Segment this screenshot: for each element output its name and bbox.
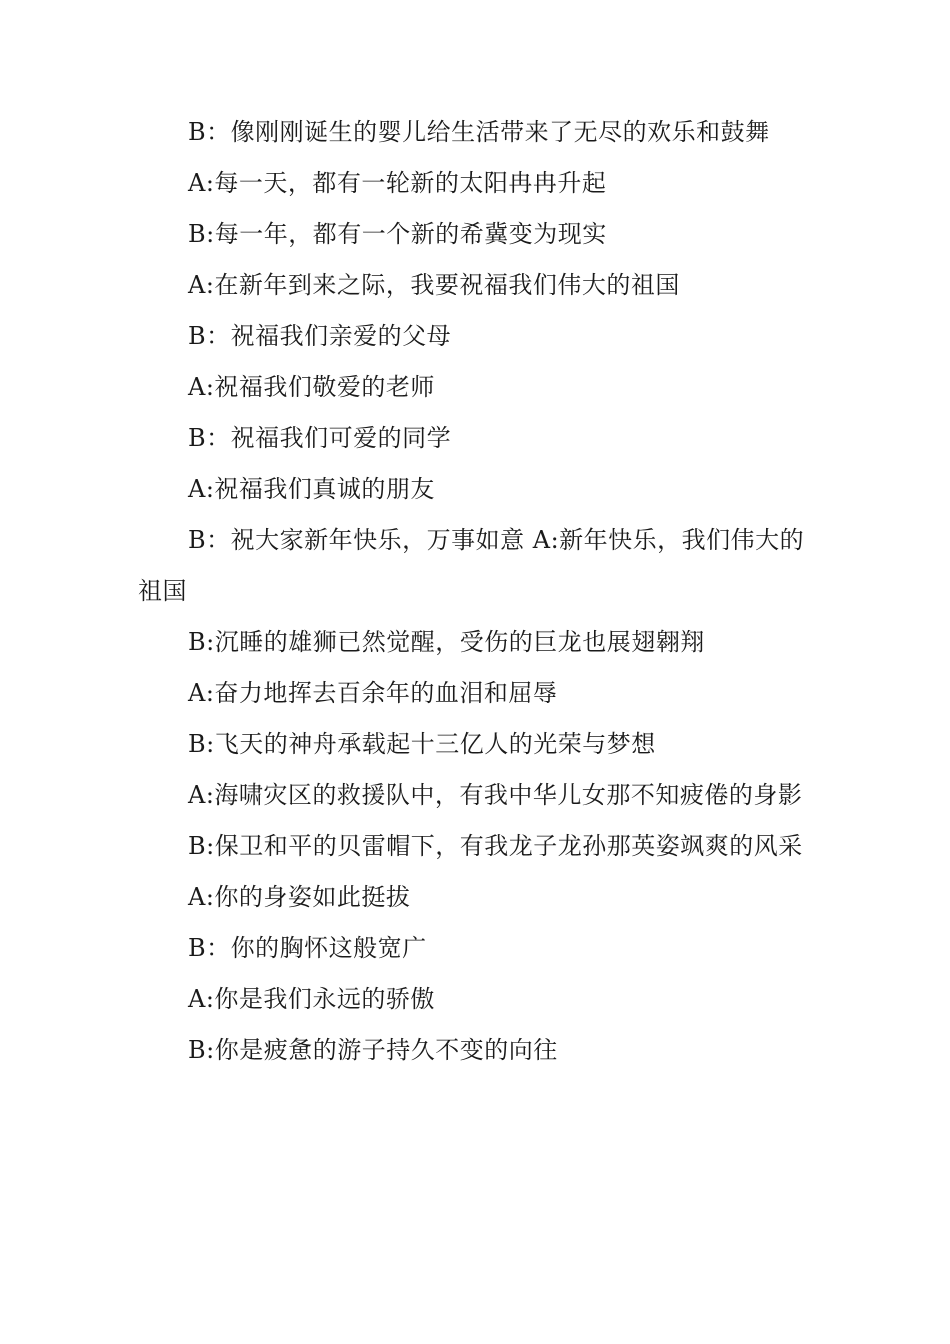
dialogue-line: B:沉睡的雄狮已然觉醒，受伤的巨龙也展翅翱翔 [188,628,705,656]
dialogue-line: B:保卫和平的贝雷帽下，有我龙子龙孙那英姿飒爽的风采 [188,832,803,860]
dialogue-line: B：祝大家新年快乐，万事如意 A:新年快乐，我们伟大的祖国 [138,526,805,605]
dialogue-line: A:你是我们永远的骄傲 [188,985,435,1013]
dialogue-line: B:飞天的神舟承载起十三亿人的光荣与梦想 [188,730,656,758]
dialogue-line: A:祝福我们敬爱的老师 [188,373,435,401]
dialogue-line: B：祝福我们亲爱的父母 [188,322,452,350]
dialogue-line: A:在新年到来之际，我要祝福我们伟大的祖国 [188,271,680,299]
dialogue-text [138,107,810,1076]
dialogue-line: B：你的胸怀这般宽广 [188,934,427,962]
dialogue-line: A:海啸灾区的救援队中，有我中华儿女那不知疲倦的身影 [188,781,803,809]
dialogue-line: A:奋力地挥去百余年的血泪和屈辱 [188,679,558,707]
dialogue-line: B:每一年，都有一个新的希冀变为现实 [188,220,607,248]
dialogue-line: A:每一天，都有一轮新的太阳冉冉升起 [188,169,607,197]
dialogue-line: B：祝福我们可爱的同学 [188,424,452,452]
dialogue-line: A:你的身姿如此挺拔 [188,883,411,911]
dialogue-line: B：像刚刚诞生的婴儿给生活带来了无尽的欢乐和鼓舞 [188,118,770,146]
dialogue-line: A:祝福我们真诚的朋友 [188,475,435,503]
dialogue-line: B:你是疲惫的游子持久不变的向往 [188,1036,558,1064]
